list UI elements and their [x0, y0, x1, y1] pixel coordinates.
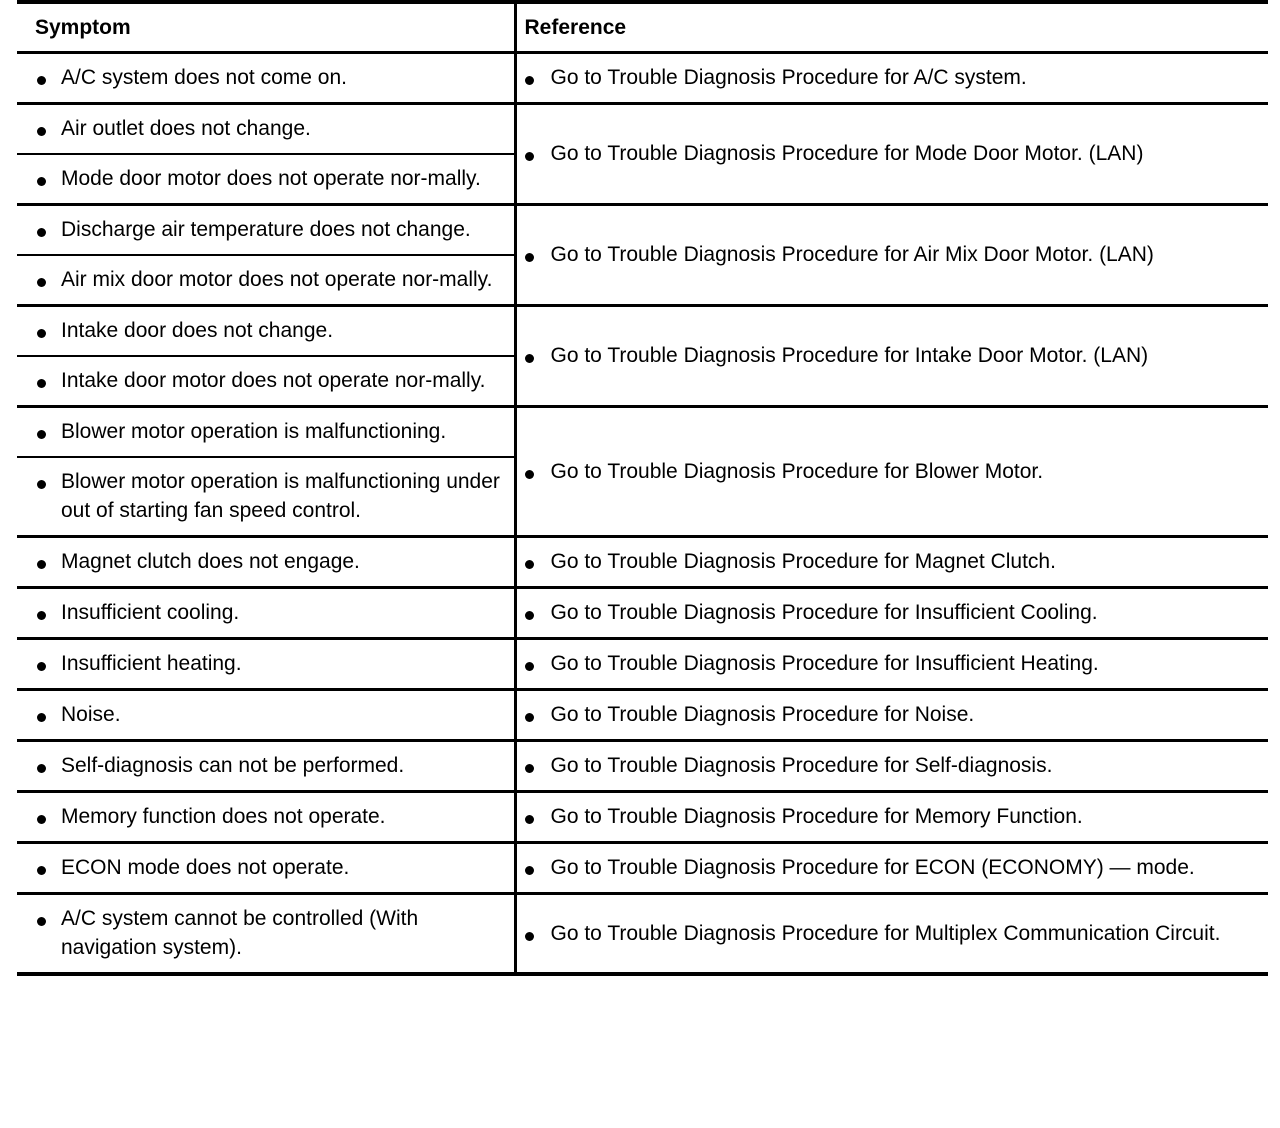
reference-text: Go to Trouble Diagnosis Procedure for Self-diagnosis. [550, 754, 1053, 777]
symptom-text: Discharge air temperature does not change. [61, 218, 471, 241]
bullet-icon [525, 253, 534, 262]
reference-cell [515, 407, 1268, 537]
reference-text: Go to Trouble Diagnosis Procedure for Intake Door Motor. (LAN) [550, 344, 1149, 367]
bullet-icon [37, 379, 46, 388]
bullet-icon [525, 470, 534, 479]
bullet-icon [37, 560, 46, 569]
symptom-text: Air mix door motor does not operate nor-mally. [61, 268, 493, 291]
table-body [17, 53, 1268, 975]
table-row [17, 407, 1268, 458]
reference-item [517, 457, 1259, 486]
table-row [17, 741, 1268, 792]
reference-cell [515, 843, 1268, 894]
symptom-item [17, 700, 504, 729]
symptom-item [17, 417, 504, 446]
reference-item [517, 598, 1259, 627]
symptom-reference-table-container [17, 0, 1268, 976]
table-row [17, 537, 1268, 588]
bullet-icon [525, 354, 534, 363]
symptom-cell [17, 537, 515, 588]
symptom-text: Blower motor operation is malfunctioning under out of starting fan speed control. [61, 470, 500, 522]
table-row [17, 843, 1268, 894]
symptom-text: A/C system cannot be controlled (With navigation system). [61, 907, 419, 959]
bullet-icon [525, 662, 534, 671]
bullet-icon [37, 764, 46, 773]
symptom-item [17, 265, 504, 294]
bullet-icon [37, 917, 46, 926]
reference-item [517, 802, 1259, 831]
reference-text: Go to Trouble Diagnosis Procedure for Noise. [550, 703, 975, 726]
bullet-icon [525, 815, 534, 824]
symptom-text: Insufficient cooling. [61, 601, 240, 624]
header-reference: Reference [515, 2, 1268, 53]
symptom-cell [17, 53, 515, 104]
reference-text: Go to Trouble Diagnosis Procedure for Magnet Clutch. [550, 550, 1056, 573]
table-row [17, 205, 1268, 256]
symptom-item [17, 904, 504, 962]
table-row [17, 53, 1268, 104]
symptom-item [17, 366, 504, 395]
bullet-icon [525, 764, 534, 773]
symptom-cell [17, 306, 515, 357]
symptom-text: Self-diagnosis can not be performed. [61, 754, 405, 777]
table-row [17, 792, 1268, 843]
symptom-cell [17, 255, 515, 306]
symptom-text: Blower motor operation is malfunctioning. [61, 420, 447, 443]
symptom-item [17, 853, 504, 882]
symptom-cell [17, 894, 515, 975]
symptom-cell [17, 457, 515, 537]
header-row [17, 2, 1268, 53]
table-row [17, 306, 1268, 357]
symptom-item [17, 802, 504, 831]
symptom-text: Magnet clutch does not engage. [61, 550, 360, 573]
bullet-icon [525, 560, 534, 569]
symptom-item [17, 598, 504, 627]
bullet-icon [525, 932, 534, 941]
symptom-text: Intake door motor does not operate nor-mally. [61, 369, 486, 392]
reference-item [517, 649, 1259, 678]
symptom-item [17, 215, 504, 244]
bullet-icon [37, 177, 46, 186]
bullet-icon [37, 76, 46, 85]
symptom-text: Insufficient heating. [61, 652, 242, 675]
symptom-text: ECON mode does not operate. [61, 856, 350, 879]
reference-cell [515, 639, 1268, 690]
reference-item [517, 63, 1259, 92]
reference-cell [515, 741, 1268, 792]
reference-item [517, 751, 1259, 780]
reference-item [517, 139, 1259, 168]
table-row [17, 894, 1268, 975]
reference-text: Go to Trouble Diagnosis Procedure for Memory Function. [550, 805, 1083, 828]
symptom-item [17, 547, 504, 576]
symptom-cell [17, 792, 515, 843]
bullet-icon [37, 278, 46, 287]
symptom-cell [17, 154, 515, 205]
header-symptom: Symptom [17, 2, 515, 53]
bullet-icon [525, 611, 534, 620]
reference-item [517, 853, 1259, 882]
symptom-cell [17, 104, 515, 155]
reference-text: Go to Trouble Diagnosis Procedure for Mode Door Motor. (LAN) [550, 142, 1144, 165]
table-row [17, 588, 1268, 639]
bullet-icon [525, 152, 534, 161]
symptom-cell [17, 690, 515, 741]
symptom-cell [17, 356, 515, 407]
reference-cell [515, 894, 1268, 975]
symptom-text: Memory function does not operate. [61, 805, 386, 828]
reference-text: Go to Trouble Diagnosis Procedure for Insufficient Cooling. [550, 601, 1098, 624]
symptom-text: Air outlet does not change. [61, 117, 311, 140]
bullet-icon [37, 329, 46, 338]
reference-item [517, 547, 1259, 576]
bullet-icon [37, 228, 46, 237]
symptom-table [17, 0, 1268, 976]
symptom-item [17, 649, 504, 678]
symptom-cell [17, 588, 515, 639]
symptom-cell [17, 639, 515, 690]
bullet-icon [37, 127, 46, 136]
symptom-text: Intake door does not change. [61, 319, 334, 342]
reference-cell [515, 588, 1268, 639]
bullet-icon [525, 76, 534, 85]
reference-cell [515, 306, 1268, 407]
symptom-item [17, 164, 504, 193]
table-row [17, 690, 1268, 741]
symptom-item [17, 467, 504, 525]
bullet-icon [37, 480, 46, 489]
symptom-cell [17, 741, 515, 792]
symptom-text: A/C system does not come on. [61, 66, 347, 89]
reference-item [517, 240, 1259, 269]
reference-text: Go to Trouble Diagnosis Procedure for Air Mix Door Motor. (LAN) [550, 243, 1154, 266]
reference-cell [515, 205, 1268, 306]
reference-item [517, 341, 1259, 370]
symptom-text: Mode door motor does not operate nor-mally. [61, 167, 481, 190]
symptom-text: Noise. [61, 703, 121, 726]
symptom-item [17, 316, 504, 345]
reference-cell [515, 104, 1268, 205]
symptom-item [17, 114, 504, 143]
bullet-icon [37, 713, 46, 722]
symptom-cell [17, 205, 515, 256]
bullet-icon [37, 662, 46, 671]
reference-item [517, 700, 1259, 729]
table-row [17, 104, 1268, 155]
reference-cell [515, 537, 1268, 588]
reference-cell [515, 690, 1268, 741]
bullet-icon [37, 611, 46, 620]
table-row [17, 639, 1268, 690]
symptom-cell [17, 843, 515, 894]
reference-cell [515, 792, 1268, 843]
reference-text: Go to Trouble Diagnosis Procedure for A/C system. [550, 66, 1027, 89]
bullet-icon [37, 430, 46, 439]
bullet-icon [37, 866, 46, 875]
reference-text: Go to Trouble Diagnosis Procedure for Multiplex Communication Circuit. [550, 921, 1221, 945]
symptom-item [17, 63, 504, 92]
reference-text: Go to Trouble Diagnosis Procedure for ECON (ECONOMY) — mode. [550, 856, 1195, 879]
reference-cell [515, 53, 1268, 104]
reference-text: Go to Trouble Diagnosis Procedure for Blower Motor. [550, 459, 1044, 483]
bullet-icon [525, 713, 534, 722]
bullet-icon [525, 866, 534, 875]
reference-item [517, 919, 1259, 948]
symptom-item [17, 751, 504, 780]
bullet-icon [37, 815, 46, 824]
symptom-cell [17, 407, 515, 458]
reference-text: Go to Trouble Diagnosis Procedure for Insufficient Heating. [550, 652, 1099, 675]
